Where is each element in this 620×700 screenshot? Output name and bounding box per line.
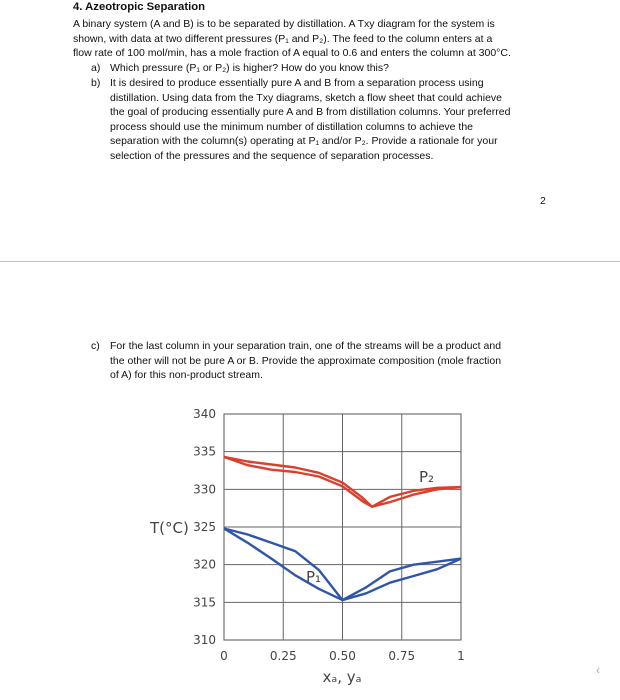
part-c-line: For the last column in your separation train, one of the streams will be a product and	[110, 340, 502, 352]
part-b-line: distillation. Using data from the Txy diagrams, sketch a flow sheet that could achieve	[110, 91, 503, 104]
y-tick-label: 330	[193, 482, 216, 497]
scroll-left-icon[interactable]: ‹	[596, 663, 600, 677]
part-a-line: Which pressure (P₁ or P₂) is higher? How do you know this?	[110, 62, 389, 74]
part-b-line: process should use the minimum number of distillation columns to achieve the	[110, 120, 474, 133]
part-b-line: It is desired to produce essentially pure A and B from a separation process using	[110, 77, 484, 89]
intro-line: flow rate of 100 mol/min, has a mole fraction of A equal to 0.6 and enters the column at 300°C.	[73, 47, 511, 59]
y-axis-title: T(°C)	[150, 519, 189, 537]
x-tick-label: 0.50	[329, 649, 356, 663]
part-c-label: c)	[91, 340, 100, 352]
y-tick-label: 325	[193, 520, 216, 534]
y-tick-label: 340	[193, 407, 216, 421]
x-axis-title: xₐ, yₐ	[322, 668, 362, 686]
intro-line: A binary system (A and B) is to be separated by distillation. A Txy diagram for the system is	[73, 18, 495, 30]
series-label-p1: P₁	[306, 568, 322, 586]
x-tick-label: 1	[457, 649, 465, 663]
part-b-line: separation with the column(s) operating at P₁ and/or P₂. Provide a rationale for your	[110, 135, 498, 147]
question-heading: 4. Azeotropic Separation	[73, 1, 206, 13]
part-b-line: the goal of producing essentially pure A and B from distillation columns. Your preferred	[110, 106, 511, 118]
part-a-label: a)	[91, 62, 101, 74]
y-tick-label: 320	[193, 557, 216, 572]
part-b-line: selection of the pressures and the sequence of separation processes.	[110, 149, 434, 162]
y-tick-label: 315	[193, 595, 216, 610]
x-tick-label: 0.25	[269, 649, 297, 663]
part-b-label: b)	[91, 77, 101, 89]
series-label-p2: P₂	[419, 468, 435, 486]
x-tick-label: 0.75	[388, 649, 416, 663]
y-tick-label: 335	[193, 444, 216, 459]
y-tick-label: 310	[193, 633, 216, 647]
page-number: 2	[540, 195, 546, 207]
part-c-line: the other will not be pure A or B. Provide the approximate composition (mole fraction	[110, 354, 502, 367]
part-c-line: of A) for this non-product stream.	[110, 369, 263, 381]
x-tick-label: 0	[220, 649, 228, 663]
intro-line: shown, with data at two different pressures (P₁ and P₂). The feed to the column enters at a	[73, 32, 493, 45]
